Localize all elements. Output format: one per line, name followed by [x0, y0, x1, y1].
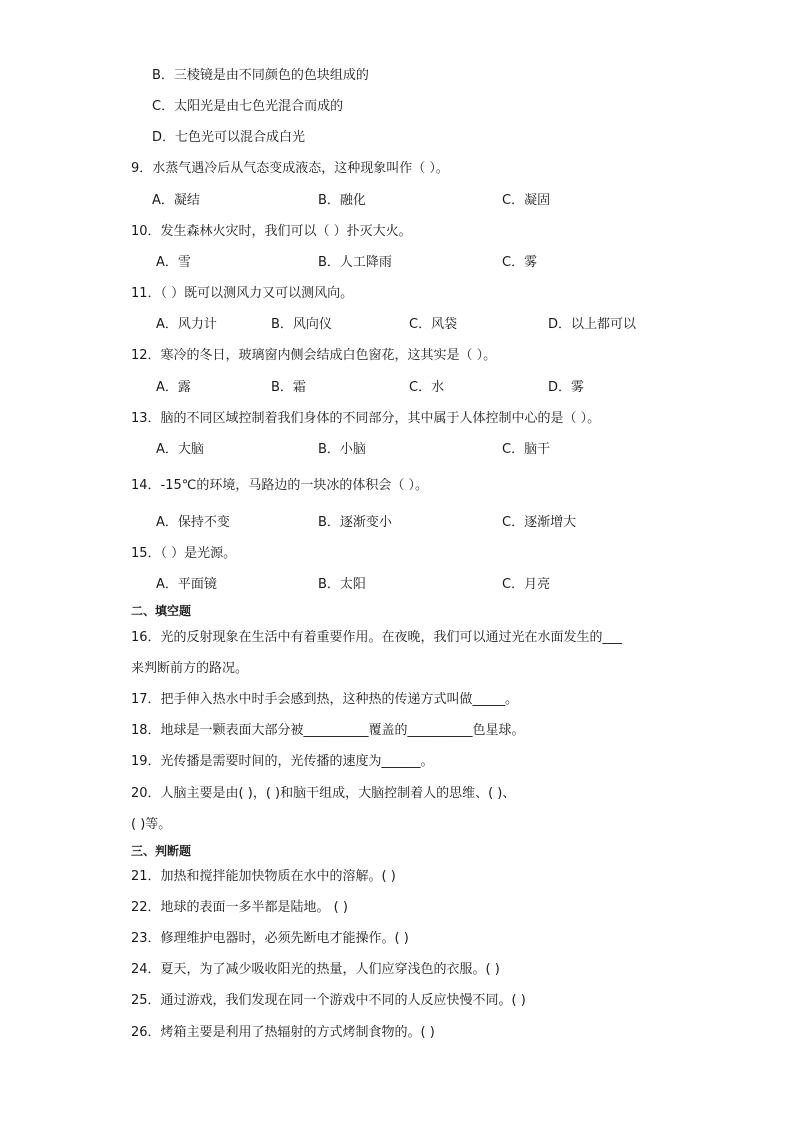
q13-stem: 13．脑的不同区域控制着我们身体的不同部分，其中属于人体控制中心的是（ ）。	[131, 411, 601, 426]
q10-stem: 10．发生森林火灾时，我们可以（ ）扑灭大火。	[131, 224, 412, 239]
q11-stem: 11．（ ）既可以测风力又可以测风向。	[131, 286, 354, 301]
q21-text: 21．加热和搅拌能加快物质在水中的溶解。( )	[131, 869, 396, 884]
q15-option-b: B．太阳	[318, 577, 366, 592]
q15-option-c: C．月亮	[502, 577, 551, 592]
q11-option-d: D．以上都可以	[548, 317, 637, 332]
q26-text: 26．烤箱主要是利用了热辐射的方式烤制食物的。( )	[131, 1025, 435, 1040]
q9-option-c: C．凝固	[502, 193, 551, 208]
q10-option-b: B．人工降雨	[318, 255, 392, 270]
q14-option-b: B．逐渐变小	[318, 515, 392, 530]
q10-option-c: C．雾	[502, 255, 538, 270]
q12-option-c: C．水	[409, 380, 445, 395]
q12-option-b: B．霜	[271, 380, 306, 395]
q16-line-2: 来判断前方的路况。	[131, 661, 249, 676]
q24-text: 24．夏天，为了减少吸收阳光的热量，人们应穿浅色的衣服。( )	[131, 962, 500, 977]
q23-text: 23．修理维护电器时，必须先断电才能操作。( )	[131, 931, 409, 946]
section-heading-true-false: 三、判断题	[131, 844, 192, 858]
q14-option-c: C．逐渐增大	[502, 515, 577, 530]
q12-option-a: A．露	[156, 380, 191, 395]
q9-option-a: A．凝结	[152, 193, 200, 208]
q25-text: 25．通过游戏，我们发现在同一个游戏中不同的人反应快慢不同。( )	[131, 993, 526, 1008]
q11-option-c: C．风袋	[409, 317, 458, 332]
q17-text: 17．把手伸入热水中时手会感到热，这种热的传递方式叫做_____。	[131, 692, 519, 707]
q14-option-a: A．保持不变	[156, 515, 230, 530]
q22-text: 22．地球的表面一多半都是陆地。 ( )	[131, 900, 348, 915]
q8-option-d: D．七色光可以混合成白光	[152, 130, 306, 145]
section-heading-fill-in: 二、填空题	[131, 604, 192, 618]
q11-option-b: B．风向仪	[271, 317, 332, 332]
q13-option-a: A．大脑	[156, 442, 204, 457]
q14-stem: 14．-15℃的环境，马路边的一块冰的体积会（ ）。	[131, 478, 429, 493]
q9-option-b: B．融化	[318, 193, 366, 208]
q18-text: 18．地球是一颗表面大部分被__________覆盖的__________色星球。	[131, 723, 525, 738]
q8-option-b: B．三棱镜是由不同颜色的色块组成的	[152, 68, 369, 83]
q13-option-b: B．小脑	[318, 442, 366, 457]
q9-stem: 9．水蒸气遇冷后从气态变成液态，这种现象叫作（ ）。	[131, 161, 449, 176]
q16-line-1: 16．光的反射现象在生活中有着重要作用。在夜晚，我们可以通过光在水面发生的___	[131, 630, 623, 645]
q8-option-c: C．太阳光是由七色光混合而成的	[152, 99, 344, 114]
q11-option-a: A．风力计	[156, 317, 217, 332]
q19-text: 19．光传播是需要时间的，光传播的速度为______。	[131, 754, 434, 769]
q15-stem: 15．（ ）是光源。	[131, 546, 237, 561]
q10-option-a: A．雪	[156, 255, 191, 270]
q12-option-d: D．雾	[548, 380, 585, 395]
q20-line-2: ( )等。	[131, 817, 172, 832]
q13-option-c: C．脑干	[502, 442, 551, 457]
q15-option-a: A．平面镜	[156, 577, 217, 592]
q12-stem: 12．寒冷的冬日，玻璃窗内侧会结成白色窗花，这其实是（ ）。	[131, 348, 497, 363]
q20-line-1: 20．人脑主要是由( )，( )和脑干组成，大脑控制着人的思维、( )、	[131, 786, 516, 801]
